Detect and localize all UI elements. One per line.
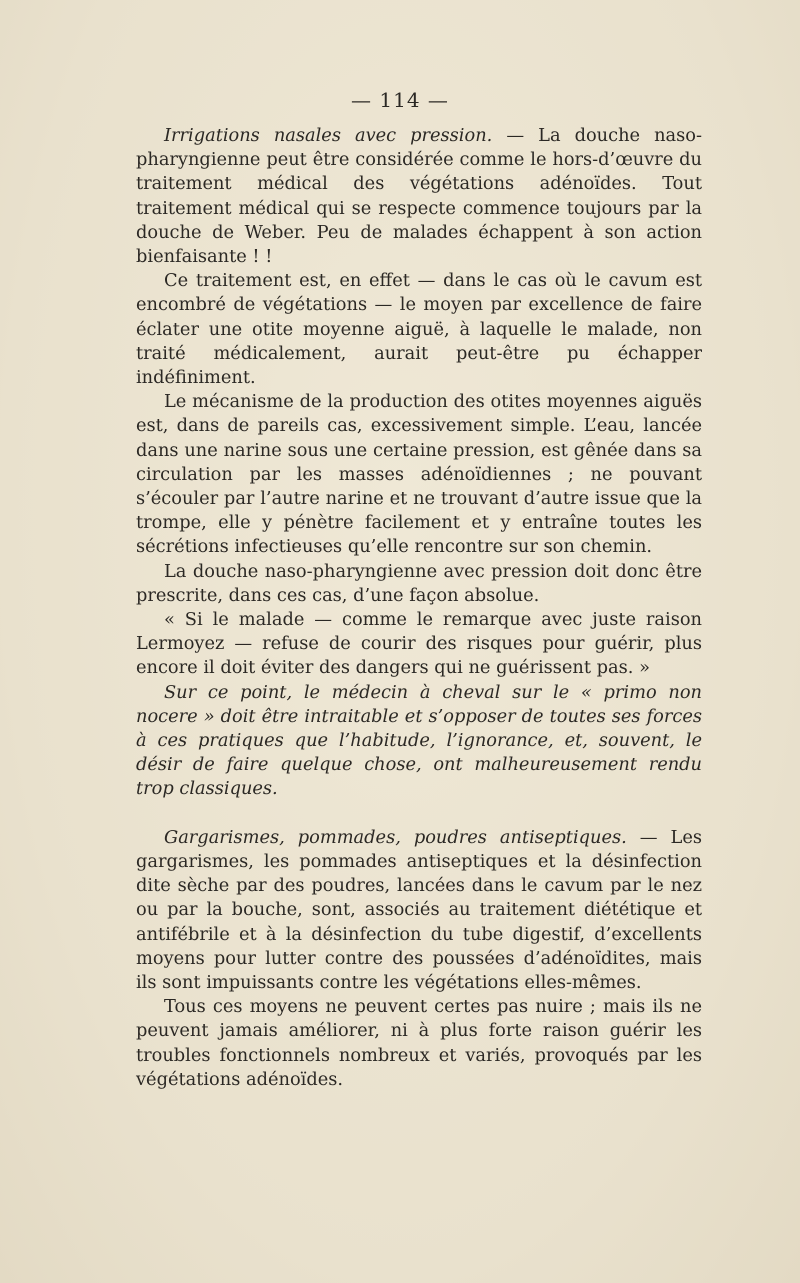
section-heading: Irrigations nasales avec pression.	[164, 125, 493, 146]
quotation: « Si le malade — comme le remarque avec juste raison Lermoyez — refuse de courir des risques pour guérir, plus encore il doit éviter des dangers qui ne guérissent pas. »	[136, 609, 702, 679]
section-heading: Gargarismes, pommades, poudres antiseptiques.	[164, 826, 627, 848]
paragraph: Irrigations nasales avec pression. — La douche naso-pharyngienne peut être considérée comme le hors-d’œuvre du traitement médical des végétations adénoïdes. Tout traitement médical qui se respecte commence toujours par la douche de Weber. Peu de malades échappent à son action bienfaisante ! !	[136, 125, 702, 268]
body-text	[136, 124, 702, 1092]
paragraph: La douche naso-pharyngienne avec pression doit donc être prescrite, dans ces cas, d’une façon absolue.	[136, 560, 702, 606]
paragraph: Tous ces moyens ne peuvent certes pas nuire ; mais ils ne peuvent jamais améliorer, ni à plus forte raison guérir les troubles fonctionnels nombreux et variés, provoqués par les végétations adénoïdes.	[136, 996, 702, 1090]
page-number: — 114 —	[351, 88, 449, 112]
paragraph: Le mécanisme de la production des otites moyennes aiguës est, dans de pareils cas, excessivement simple. L’eau, lancée dans une narine sous une certaine pression, est gênée dans sa circulation par les masses adénoïdiennes ; ne pouvant s’écouler par l’autre narine et ne trouvant d’autre issue que la trompe, elle y pénètre facilement et y entraîne toutes les sécrétions infectieuses qu’elle rencontre sur son chemin.	[136, 391, 702, 558]
paragraph: Gargarismes, pommades, poudres antiseptiques. — Les gargarismes, les pommades antiseptiques et la désinfection dite sèche par des poudres, lancées dans le cavum par le nez ou par la bouche, sont, associés au traitement diététique et antifébrile et à la désinfection du tube digestif, d’excellents moyens pour lutter contre des poussées d’adénoïdites, mais ils sont impuissants contre les végétations elles-mêmes.	[136, 826, 703, 993]
italic-paragraph: Sur ce point, le médecin à cheval sur le « primo non nocere » doit être intraitable et s’opposer de toutes ses forces à ces pratiques que l’habitude, l’ignorance, et, souvent, le désir de faire quelque chose, ont malheureusement rendu trop classiques.	[136, 681, 702, 800]
paragraph: Ce traitement est, en effet — dans le cas où le cavum est encombré de végétations — le moyen par excellence de faire éclater une otite moyenne aiguë, à laquelle le malade, non traité médicalement, aurait peut-être pu échapper indéfiniment.	[136, 270, 702, 389]
